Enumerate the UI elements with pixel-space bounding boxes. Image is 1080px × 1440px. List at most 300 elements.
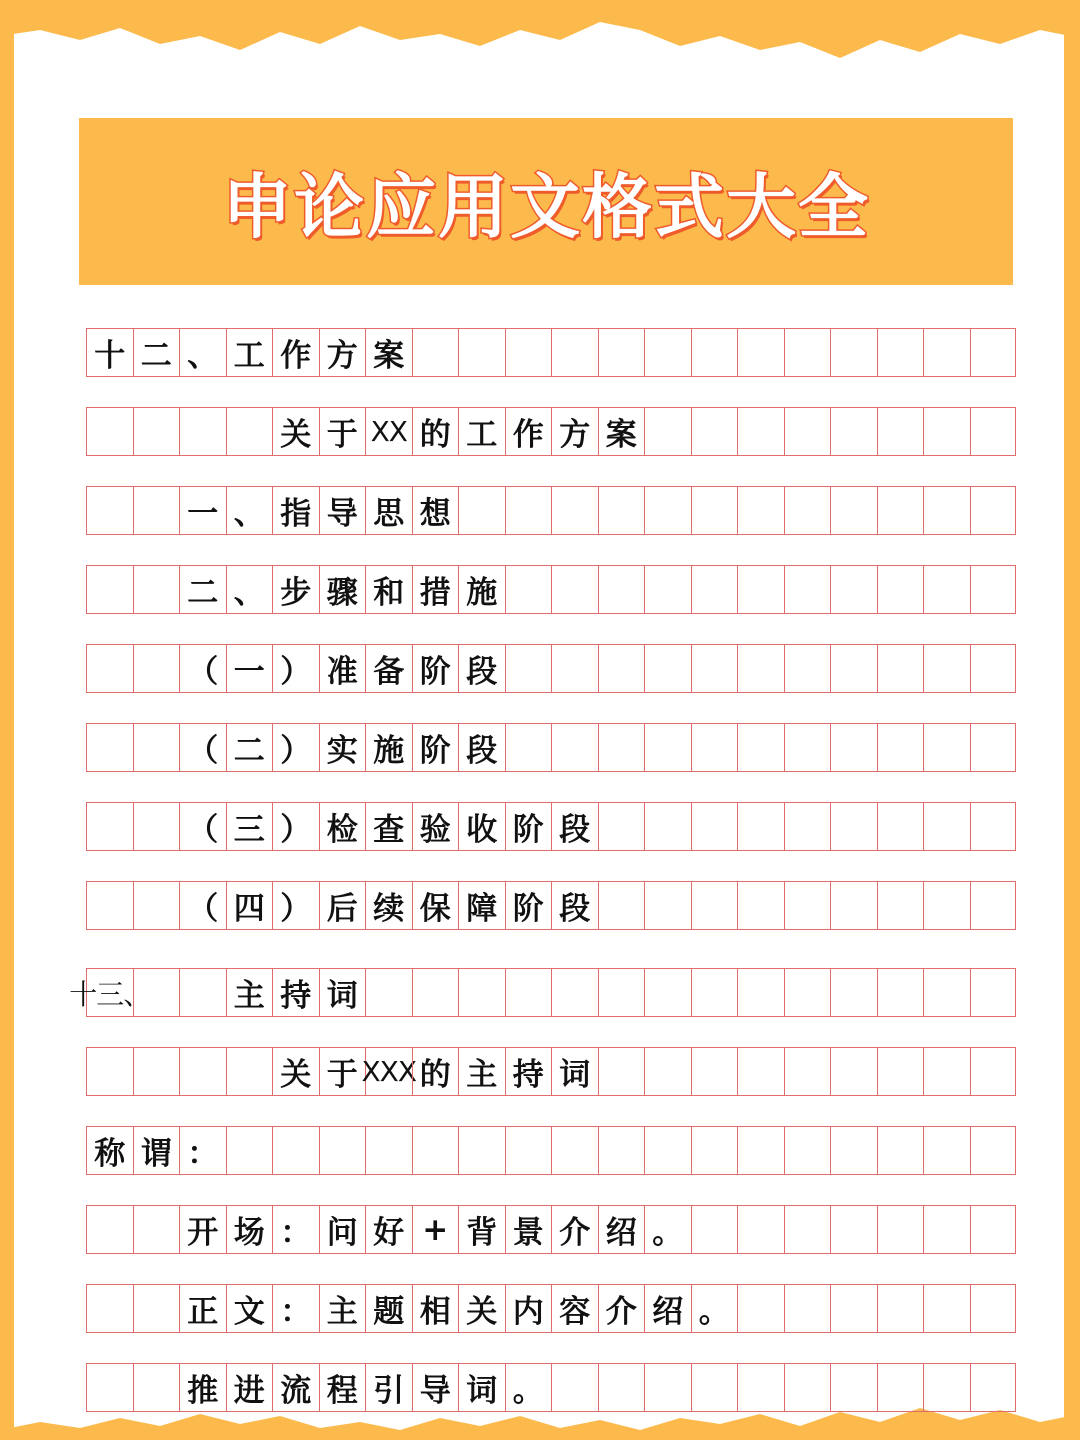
grid-cell <box>784 969 831 1016</box>
grid-cell: 词 <box>319 969 366 1016</box>
grid-cell <box>644 487 691 534</box>
grid-cell <box>784 882 831 929</box>
grid-cell: 绍 <box>598 1206 645 1253</box>
grid-cell: 关 <box>272 408 319 455</box>
grid-cell: 作 <box>505 408 552 455</box>
grid-cell <box>505 487 552 534</box>
grid-cell <box>179 1048 226 1095</box>
grid-row <box>86 645 1016 693</box>
grid-spacer-row <box>86 693 1016 724</box>
grid-cell: 背 <box>458 1206 505 1253</box>
grid-row <box>86 487 1016 535</box>
grid-cell: ） <box>272 724 319 771</box>
grid-cell <box>644 329 691 376</box>
grid-row <box>86 882 1016 930</box>
grid-cell: 引 <box>365 1364 412 1411</box>
grid-cell <box>551 487 598 534</box>
grid-cell: ） <box>272 882 319 929</box>
grid-cell <box>830 1206 877 1253</box>
grid-cell: 、 <box>179 329 226 376</box>
grid-cell <box>412 329 459 376</box>
grid-cell <box>923 1285 970 1332</box>
grid-cell <box>598 329 645 376</box>
grid-spacer-row <box>86 1096 1016 1127</box>
grid-cell <box>784 645 831 692</box>
grid-cell: 于 <box>319 408 366 455</box>
grid-cell: 方 <box>551 408 598 455</box>
grid-cell: 景 <box>505 1206 552 1253</box>
grid-cell <box>86 566 133 613</box>
grid-cell <box>737 724 784 771</box>
grid-cell <box>644 1048 691 1095</box>
grid-cell <box>691 645 738 692</box>
grid-cell: 续 <box>365 882 412 929</box>
grid-cell <box>691 408 738 455</box>
grid-cell <box>86 1364 133 1411</box>
grid-cell <box>598 1127 645 1174</box>
grid-cell <box>644 1127 691 1174</box>
grid-cell <box>970 803 1017 850</box>
grid-cell: 场 <box>226 1206 273 1253</box>
grid-cell: 流 <box>272 1364 319 1411</box>
grid-cell <box>598 645 645 692</box>
grid-cell <box>133 566 180 613</box>
grid-cell <box>412 1127 459 1174</box>
grid-cell <box>970 882 1017 929</box>
grid-cell <box>737 487 784 534</box>
grid-cell <box>86 1206 133 1253</box>
grid-cell: 。 <box>691 1285 738 1332</box>
grid-section-work-plan <box>86 328 1016 930</box>
grid-cell <box>830 408 877 455</box>
grid-cell <box>784 803 831 850</box>
grid-cell <box>877 1364 924 1411</box>
grid-cell <box>644 803 691 850</box>
page-title: 申论应用文格式大全 <box>222 166 870 248</box>
grid-cell: 阶 <box>412 645 459 692</box>
grid-cell <box>598 487 645 534</box>
grid-cell <box>365 1127 412 1174</box>
grid-cell <box>877 803 924 850</box>
grid-spacer-row <box>86 772 1016 803</box>
grid-cell: 好 <box>365 1206 412 1253</box>
grid-cell <box>923 969 970 1016</box>
grid-cell <box>644 408 691 455</box>
grid-cell <box>133 803 180 850</box>
grid-cell: 推 <box>179 1364 226 1411</box>
grid-cell <box>830 882 877 929</box>
grid-cell <box>133 1364 180 1411</box>
grid-cell: 阶 <box>505 803 552 850</box>
grid-cell <box>737 969 784 1016</box>
grid-cell <box>877 1285 924 1332</box>
grid-cell: 保 <box>412 882 459 929</box>
grid-cell: 问 <box>319 1206 366 1253</box>
grid-cell: 一 <box>226 645 273 692</box>
grid-cell: 称 <box>86 1127 133 1174</box>
grid-cell: 内 <box>505 1285 552 1332</box>
grid-cell: （ <box>179 882 226 929</box>
grid-cell: 步 <box>272 566 319 613</box>
grid-cell <box>877 329 924 376</box>
grid-cell <box>784 1206 831 1253</box>
grid-cell <box>784 724 831 771</box>
grid-cell: 介 <box>598 1285 645 1332</box>
grid-cell <box>226 1048 273 1095</box>
grid-cell <box>598 566 645 613</box>
grid-cell: 。 <box>505 1364 552 1411</box>
grid-cell <box>86 724 133 771</box>
grid-cell <box>691 969 738 1016</box>
grid-cell <box>458 969 505 1016</box>
grid-cell <box>784 408 831 455</box>
grid-cell <box>877 1127 924 1174</box>
grid-cell <box>970 1048 1017 1095</box>
grid-cell <box>644 645 691 692</box>
grid-cell: 一 <box>179 487 226 534</box>
grid-cell: 关 <box>272 1048 319 1095</box>
grid-cell <box>412 969 459 1016</box>
grid-cell: 阶 <box>412 724 459 771</box>
grid-cell <box>923 487 970 534</box>
grid-cell <box>644 1364 691 1411</box>
grid-cell <box>737 1048 784 1095</box>
grid-cell <box>830 1285 877 1332</box>
grid-cell <box>551 645 598 692</box>
grid-cell: 谓 <box>133 1127 180 1174</box>
grid-cell <box>737 566 784 613</box>
grid-cell <box>86 645 133 692</box>
grid-cell: 题 <box>365 1285 412 1332</box>
grid-cell <box>970 1206 1017 1253</box>
grid-cell <box>691 1048 738 1095</box>
grid-cell <box>970 1364 1017 1411</box>
grid-cell: 收 <box>458 803 505 850</box>
grid-cell: 备 <box>365 645 412 692</box>
grid-cell: 程 <box>319 1364 366 1411</box>
grid-cell: 措 <box>412 566 459 613</box>
grid-cell <box>970 566 1017 613</box>
grid-cell: 查 <box>365 803 412 850</box>
grid-cell: 持 <box>505 1048 552 1095</box>
grid-cell <box>877 1206 924 1253</box>
grid-cell: 十 <box>86 329 133 376</box>
grid-spacer-row <box>86 1254 1016 1285</box>
grid-cell: 准 <box>319 645 366 692</box>
grid-cell: 障 <box>458 882 505 929</box>
grid-cell <box>923 803 970 850</box>
grid-cell <box>830 1127 877 1174</box>
grid-cell <box>830 1048 877 1095</box>
grid-cell: 阶 <box>505 882 552 929</box>
grid-spacer-row <box>86 1333 1016 1364</box>
grid-cell <box>877 1048 924 1095</box>
grid-cell: ） <box>272 803 319 850</box>
grid-cell <box>272 1127 319 1174</box>
grid-cell <box>877 408 924 455</box>
grid-cell <box>86 1285 133 1332</box>
grid-cell: 二 <box>226 724 273 771</box>
grid-cell <box>923 408 970 455</box>
grid-cell <box>505 566 552 613</box>
grid-cell: 的 <box>412 408 459 455</box>
grid-cell <box>923 1127 970 1174</box>
grid-cell <box>551 329 598 376</box>
grid-cell <box>877 566 924 613</box>
grid-cell <box>133 1048 180 1095</box>
grid-cell <box>737 408 784 455</box>
grid-cell <box>737 1127 784 1174</box>
grid-cell <box>691 882 738 929</box>
grid-cell: 和 <box>365 566 412 613</box>
grid-row <box>86 1364 1016 1412</box>
grid-cell <box>737 1285 784 1332</box>
grid-cell: 进 <box>226 1364 273 1411</box>
grid-cell <box>923 1364 970 1411</box>
grid-cell <box>226 408 273 455</box>
grid-cell: 案 <box>365 329 412 376</box>
grid-cell: ： <box>272 1206 319 1253</box>
grid-cell <box>784 1364 831 1411</box>
grid-cell <box>970 724 1017 771</box>
grid-cell: 段 <box>551 803 598 850</box>
grid-cell <box>86 487 133 534</box>
grid-spacer-row <box>86 614 1016 645</box>
grid-cell <box>877 487 924 534</box>
grid-cell <box>691 487 738 534</box>
grid-cell <box>923 1048 970 1095</box>
grid-row <box>86 329 1016 377</box>
grid-cell <box>737 329 784 376</box>
grid-cell <box>970 408 1017 455</box>
grid-cell <box>830 969 877 1016</box>
grid-cell <box>598 803 645 850</box>
grid-cell <box>644 882 691 929</box>
grid-cell <box>737 803 784 850</box>
grid-cell: XXX <box>365 1048 412 1095</box>
grid-cell <box>691 566 738 613</box>
grid-cell <box>133 1285 180 1332</box>
grid-cell <box>179 408 226 455</box>
grid-cell <box>830 724 877 771</box>
grid-cell <box>970 1285 1017 1332</box>
grid-row <box>86 1127 1016 1175</box>
grid-cell <box>970 329 1017 376</box>
grid-cell: 、 <box>226 487 273 534</box>
grid-cell <box>737 1206 784 1253</box>
grid-cell: 于 <box>319 1048 366 1095</box>
grid-cell <box>877 969 924 1016</box>
grid-cell: 施 <box>365 724 412 771</box>
grid-cell: ： <box>272 1285 319 1332</box>
grid-cell <box>458 487 505 534</box>
grid-cell <box>970 487 1017 534</box>
grid-cell <box>691 1206 738 1253</box>
grid-cell: 关 <box>458 1285 505 1332</box>
grid-cell: 十三、 <box>86 969 133 1016</box>
grid-cell: 、 <box>226 566 273 613</box>
grid-cell: 容 <box>551 1285 598 1332</box>
grid-cell: 开 <box>179 1206 226 1253</box>
grid-cell: 词 <box>458 1364 505 1411</box>
grid-cell <box>737 882 784 929</box>
grid-cell: 的 <box>412 1048 459 1095</box>
grid-cell: 主 <box>226 969 273 1016</box>
grid-cell <box>598 724 645 771</box>
grid-cell: 二 <box>179 566 226 613</box>
grid-cell: 持 <box>272 969 319 1016</box>
grid-cell <box>598 969 645 1016</box>
grid-cell: 绍 <box>644 1285 691 1332</box>
grid-cell <box>551 1127 598 1174</box>
grid-cell: 导 <box>412 1364 459 1411</box>
grid-cell <box>598 1364 645 1411</box>
grid-spacer-row <box>86 377 1016 408</box>
grid-section-host-script <box>69 968 1016 1412</box>
grid-cell: 主 <box>319 1285 366 1332</box>
grid-cell <box>458 1127 505 1174</box>
grid-row <box>86 566 1016 614</box>
grid-cell: 方 <box>319 329 366 376</box>
grid-cell <box>179 969 226 1016</box>
grid-cell: 相 <box>412 1285 459 1332</box>
grid-row <box>86 1048 1016 1096</box>
grid-cell <box>784 487 831 534</box>
grid-cell <box>133 645 180 692</box>
grid-row <box>69 969 1016 1017</box>
grid-cell <box>923 329 970 376</box>
grid-cell: ： <box>179 1127 226 1174</box>
grid-cell: 施 <box>458 566 505 613</box>
grid-spacer-row <box>86 1017 1016 1048</box>
grid-cell <box>830 803 877 850</box>
grid-cell <box>830 1364 877 1411</box>
grid-row <box>86 408 1016 456</box>
grid-cell: 案 <box>598 408 645 455</box>
grid-cell <box>691 724 738 771</box>
grid-cell <box>737 1364 784 1411</box>
grid-cell: 段 <box>458 724 505 771</box>
grid-cell <box>970 969 1017 1016</box>
grid-cell <box>923 882 970 929</box>
grid-cell <box>644 566 691 613</box>
grid-cell <box>86 1048 133 1095</box>
grid-cell: 指 <box>272 487 319 534</box>
grid-cell <box>86 408 133 455</box>
grid-cell: 段 <box>458 645 505 692</box>
grid-cell <box>133 724 180 771</box>
grid-cell: 思 <box>365 487 412 534</box>
grid-cell: 后 <box>319 882 366 929</box>
grid-cell <box>923 1206 970 1253</box>
grid-cell <box>784 1048 831 1095</box>
grid-cell <box>784 1285 831 1332</box>
grid-cell <box>458 329 505 376</box>
grid-cell <box>551 566 598 613</box>
grid-cell <box>226 1127 273 1174</box>
grid-cell: （ <box>179 803 226 850</box>
grid-cell <box>598 1048 645 1095</box>
title-banner <box>79 118 1013 285</box>
grid-cell: 验 <box>412 803 459 850</box>
grid-cell <box>877 882 924 929</box>
grid-cell: XX <box>365 408 412 455</box>
grid-cell <box>877 724 924 771</box>
grid-cell: 正 <box>179 1285 226 1332</box>
grid-cell <box>505 969 552 1016</box>
grid-cell: 主 <box>458 1048 505 1095</box>
grid-cell <box>691 1364 738 1411</box>
grid-cell <box>923 645 970 692</box>
grid-cell <box>970 1127 1017 1174</box>
grid-cell <box>737 645 784 692</box>
grid-cell <box>551 969 598 1016</box>
grid-cell: 四 <box>226 882 273 929</box>
grid-row <box>86 1206 1016 1254</box>
grid-cell: 介 <box>551 1206 598 1253</box>
grid-cell: 。 <box>644 1206 691 1253</box>
grid-cell: 工 <box>226 329 273 376</box>
grid-cell <box>551 1364 598 1411</box>
grid-cell <box>784 329 831 376</box>
grid-cell: ） <box>272 645 319 692</box>
grid-cell <box>784 1127 831 1174</box>
grid-cell <box>691 1127 738 1174</box>
grid-cell <box>86 882 133 929</box>
torn-paper-top-edge <box>0 0 1080 70</box>
grid-spacer-row <box>86 851 1016 882</box>
grid-cell: 词 <box>551 1048 598 1095</box>
grid-cell: （ <box>179 645 226 692</box>
grid-cell: 实 <box>319 724 366 771</box>
grid-cell <box>923 724 970 771</box>
grid-cell <box>830 329 877 376</box>
grid-cell <box>505 329 552 376</box>
grid-cell <box>644 969 691 1016</box>
grid-cell <box>505 1127 552 1174</box>
grid-cell <box>784 566 831 613</box>
grid-cell: 骤 <box>319 566 366 613</box>
grid-cell <box>691 803 738 850</box>
grid-row <box>86 724 1016 772</box>
grid-cell <box>830 566 877 613</box>
grid-cell: 段 <box>551 882 598 929</box>
grid-cell <box>505 724 552 771</box>
grid-cell <box>598 882 645 929</box>
grid-cell: 二 <box>133 329 180 376</box>
grid-cell <box>691 329 738 376</box>
grid-cell: 作 <box>272 329 319 376</box>
grid-cell: 三 <box>226 803 273 850</box>
grid-cell <box>830 645 877 692</box>
grid-cell <box>133 969 180 1016</box>
grid-cell <box>970 645 1017 692</box>
grid-cell <box>133 1206 180 1253</box>
grid-cell: + <box>412 1206 459 1253</box>
grid-cell <box>133 882 180 929</box>
grid-cell: 导 <box>319 487 366 534</box>
grid-row <box>86 803 1016 851</box>
grid-cell <box>133 408 180 455</box>
grid-spacer-row <box>86 1175 1016 1206</box>
grid-cell <box>551 724 598 771</box>
grid-cell <box>644 724 691 771</box>
grid-cell <box>505 645 552 692</box>
grid-cell: （ <box>179 724 226 771</box>
grid-cell <box>86 803 133 850</box>
grid-cell <box>133 487 180 534</box>
grid-cell: 工 <box>458 408 505 455</box>
